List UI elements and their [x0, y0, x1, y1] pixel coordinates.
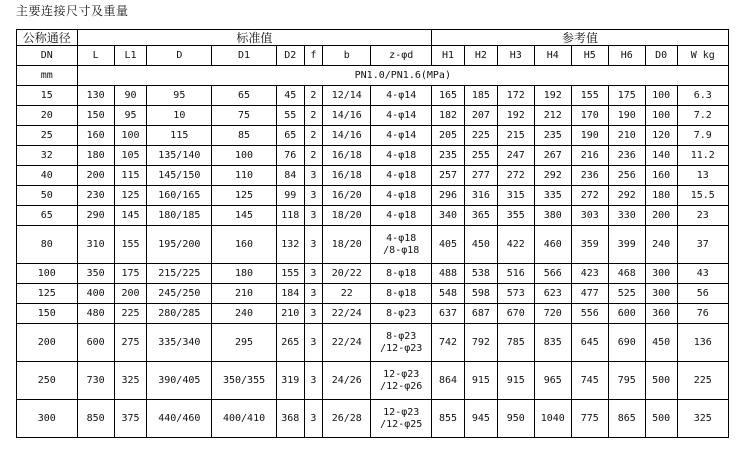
cell-z-d	[371, 226, 432, 264]
cell-z-d	[371, 304, 432, 324]
cell-d2: 319	[276, 362, 304, 400]
cell-l: 290	[77, 206, 114, 226]
cell-h4: 720	[534, 304, 571, 324]
cell-b: 18/20	[323, 226, 371, 264]
cell-h5: 272	[571, 186, 608, 206]
cell-z-d	[371, 166, 432, 186]
column-header-row	[17, 46, 729, 66]
cell-h5: 216	[571, 146, 608, 166]
table-row	[17, 126, 729, 146]
cell-d1: 145	[212, 206, 277, 226]
cell-h2: 687	[464, 304, 497, 324]
cell-z-d	[371, 186, 432, 206]
cell-b: 18/20	[323, 206, 371, 226]
cell-h5: 303	[571, 206, 608, 226]
cell-h6: 525	[608, 284, 645, 304]
cell-l: 130	[77, 86, 114, 106]
dn-unit: mm	[17, 66, 78, 86]
cell-h3: 355	[497, 206, 534, 226]
table-row	[17, 400, 729, 438]
cell-l: 850	[77, 400, 114, 438]
cell-h1: 405	[432, 226, 465, 264]
bolt-spec-line: 4-φ18	[386, 232, 417, 244]
cell-d1: 240	[212, 304, 277, 324]
cell-h3: 172	[497, 86, 534, 106]
cell-h6: 600	[608, 304, 645, 324]
bolt-spec-line: /12-φ25	[380, 418, 423, 430]
cell-h1: 855	[432, 400, 465, 438]
table-body	[17, 86, 729, 438]
cell-l1: 325	[114, 362, 147, 400]
table-header	[17, 30, 729, 86]
cell-h1: 257	[432, 166, 465, 186]
col-header-f: f	[304, 46, 322, 66]
cell-h4: 235	[534, 126, 571, 146]
cell-l1: 225	[114, 304, 147, 324]
cell-h4: 292	[534, 166, 571, 186]
cell-l: 310	[77, 226, 114, 264]
pressure-rating: PN1.0/PN1.6(MPa)	[77, 66, 728, 86]
cell-dn: 300	[17, 400, 78, 438]
cell-b: 24/26	[323, 362, 371, 400]
cell-d: 390/405	[147, 362, 212, 400]
cell-d0: 160	[645, 166, 677, 186]
cell-d0: 120	[645, 126, 677, 146]
cell-d1: 75	[212, 106, 277, 126]
cell-w: 7.2	[677, 106, 728, 126]
cell-dn: 15	[17, 86, 78, 106]
standard-group-label: 标准值	[77, 30, 431, 46]
cell-b: 16/18	[323, 146, 371, 166]
cell-l1: 105	[114, 146, 147, 166]
cell-h4: 566	[534, 264, 571, 284]
cell-d0: 450	[645, 324, 677, 362]
cell-h5: 477	[571, 284, 608, 304]
cell-h3: 573	[497, 284, 534, 304]
cell-b: 12/14	[323, 86, 371, 106]
cell-f: 3	[304, 362, 322, 400]
cell-d1: 125	[212, 186, 277, 206]
cell-d: 245/250	[147, 284, 212, 304]
dn-label: DN	[17, 46, 78, 66]
col-header-D0: D0	[645, 46, 677, 66]
cell-d0: 200	[645, 206, 677, 226]
col-header-D2: D2	[276, 46, 304, 66]
cell-d: 180/185	[147, 206, 212, 226]
cell-h3: 192	[497, 106, 534, 126]
cell-z-d	[371, 284, 432, 304]
cell-w: 76	[677, 304, 728, 324]
cell-l1: 95	[114, 106, 147, 126]
col-header-L1: L1	[114, 46, 147, 66]
col-header-D1: D1	[212, 46, 277, 66]
cell-h4: 212	[534, 106, 571, 126]
cell-l: 150	[77, 106, 114, 126]
page-title: 主要连接尺寸及重量	[16, 4, 129, 18]
cell-h5: 236	[571, 166, 608, 186]
cell-b: 20/22	[323, 264, 371, 284]
cell-l: 730	[77, 362, 114, 400]
col-header-D: D	[147, 46, 212, 66]
table-row	[17, 324, 729, 362]
cell-l1: 200	[114, 284, 147, 304]
cell-z-d	[371, 264, 432, 284]
dimension-weight-table	[16, 29, 729, 438]
cell-h5: 170	[571, 106, 608, 126]
cell-b: 16/18	[323, 166, 371, 186]
cell-h4: 380	[534, 206, 571, 226]
cell-h2: 598	[464, 284, 497, 304]
bolt-spec-line: 8-φ23	[386, 307, 417, 319]
cell-h5: 423	[571, 264, 608, 284]
cell-b: 26/28	[323, 400, 371, 438]
reference-group-label: 参考值	[432, 30, 729, 46]
table-row	[17, 106, 729, 126]
cell-h3: 785	[497, 324, 534, 362]
cell-h4: 623	[534, 284, 571, 304]
cell-f: 3	[304, 304, 322, 324]
cell-h4: 965	[534, 362, 571, 400]
bolt-spec-line: /12-φ26	[380, 380, 423, 392]
cell-h6: 865	[608, 400, 645, 438]
cell-h2: 915	[464, 362, 497, 400]
bolt-spec-line: 4-φ18	[386, 149, 417, 161]
cell-h2: 792	[464, 324, 497, 362]
cell-h2: 255	[464, 146, 497, 166]
cell-f: 3	[304, 166, 322, 186]
cell-h1: 488	[432, 264, 465, 284]
cell-h6: 795	[608, 362, 645, 400]
cell-d0: 500	[645, 400, 677, 438]
cell-d2: 45	[276, 86, 304, 106]
bolt-spec-line: 4-φ14	[386, 109, 417, 121]
cell-l: 400	[77, 284, 114, 304]
cell-b: 22/24	[323, 324, 371, 362]
cell-f: 3	[304, 284, 322, 304]
cell-d2: 368	[276, 400, 304, 438]
cell-b: 14/16	[323, 126, 371, 146]
cell-h2: 945	[464, 400, 497, 438]
cell-z-d	[371, 362, 432, 400]
cell-l1: 100	[114, 126, 147, 146]
cell-h4: 1040	[534, 400, 571, 438]
cell-h2: 207	[464, 106, 497, 126]
cell-h4: 267	[534, 146, 571, 166]
header-group-row	[17, 30, 729, 46]
table-row	[17, 264, 729, 284]
col-header-H1: H1	[432, 46, 465, 66]
cell-f: 2	[304, 126, 322, 146]
cell-d2: 76	[276, 146, 304, 166]
dn-group-label: 公称通径	[17, 30, 78, 46]
table-row	[17, 362, 729, 400]
table-row	[17, 284, 729, 304]
cell-dn: 80	[17, 226, 78, 264]
cell-h2: 538	[464, 264, 497, 284]
cell-h6: 210	[608, 126, 645, 146]
table-row	[17, 304, 729, 324]
cell-h4: 835	[534, 324, 571, 362]
cell-d: 335/340	[147, 324, 212, 362]
cell-d1: 85	[212, 126, 277, 146]
cell-l1: 145	[114, 206, 147, 226]
table-row	[17, 86, 729, 106]
cell-d: 10	[147, 106, 212, 126]
cell-z-d	[371, 146, 432, 166]
cell-h6: 175	[608, 86, 645, 106]
cell-h1: 742	[432, 324, 465, 362]
col-header-H2: H2	[464, 46, 497, 66]
cell-d: 95	[147, 86, 212, 106]
cell-d2: 155	[276, 264, 304, 284]
cell-l1: 175	[114, 264, 147, 284]
cell-d2: 132	[276, 226, 304, 264]
pressure-row	[17, 66, 729, 86]
cell-d2: 184	[276, 284, 304, 304]
cell-h1: 205	[432, 126, 465, 146]
cell-d0: 360	[645, 304, 677, 324]
cell-z-d	[371, 400, 432, 438]
cell-h2: 185	[464, 86, 497, 106]
bolt-spec-line: 4-φ14	[386, 89, 417, 101]
cell-d1: 210	[212, 284, 277, 304]
bolt-spec-line: 4-φ18	[386, 209, 417, 221]
cell-f: 3	[304, 206, 322, 226]
cell-h2: 365	[464, 206, 497, 226]
cell-b: 16/20	[323, 186, 371, 206]
cell-d2: 84	[276, 166, 304, 186]
cell-h2: 316	[464, 186, 497, 206]
cell-z-d	[371, 106, 432, 126]
cell-h1: 182	[432, 106, 465, 126]
cell-h3: 915	[497, 362, 534, 400]
cell-dn: 200	[17, 324, 78, 362]
cell-h1: 165	[432, 86, 465, 106]
cell-h5: 359	[571, 226, 608, 264]
cell-w: 56	[677, 284, 728, 304]
cell-dn: 65	[17, 206, 78, 226]
cell-d0: 140	[645, 146, 677, 166]
cell-d1: 295	[212, 324, 277, 362]
cell-h3: 272	[497, 166, 534, 186]
cell-h1: 340	[432, 206, 465, 226]
bolt-spec-line: 8-φ18	[386, 287, 417, 299]
cell-w: 15.5	[677, 186, 728, 206]
col-header-weight: W kg	[677, 46, 728, 66]
cell-h4: 192	[534, 86, 571, 106]
cell-l1: 275	[114, 324, 147, 362]
cell-d: 280/285	[147, 304, 212, 324]
cell-h2: 450	[464, 226, 497, 264]
col-header-L: L	[77, 46, 114, 66]
cell-d: 195/200	[147, 226, 212, 264]
cell-l: 160	[77, 126, 114, 146]
cell-d1: 65	[212, 86, 277, 106]
col-header-z-d: z-φd	[371, 46, 432, 66]
cell-d2: 55	[276, 106, 304, 126]
bolt-spec-line: 8-φ23	[386, 330, 417, 342]
cell-h2: 277	[464, 166, 497, 186]
cell-h5: 745	[571, 362, 608, 400]
cell-dn: 100	[17, 264, 78, 284]
cell-h3: 215	[497, 126, 534, 146]
bolt-spec-line: /12-φ23	[380, 342, 423, 354]
cell-dn: 125	[17, 284, 78, 304]
col-header-H3: H3	[497, 46, 534, 66]
cell-h6: 236	[608, 146, 645, 166]
cell-h6: 690	[608, 324, 645, 362]
cell-h1: 864	[432, 362, 465, 400]
cell-z-d	[371, 206, 432, 226]
cell-h5: 556	[571, 304, 608, 324]
cell-h4: 460	[534, 226, 571, 264]
cell-h6: 190	[608, 106, 645, 126]
cell-d: 215/225	[147, 264, 212, 284]
cell-d1: 160	[212, 226, 277, 264]
cell-d2: 118	[276, 206, 304, 226]
cell-d0: 100	[645, 106, 677, 126]
bolt-spec-line: 4-φ18	[386, 169, 417, 181]
cell-d2: 210	[276, 304, 304, 324]
cell-h6: 468	[608, 264, 645, 284]
cell-w: 23	[677, 206, 728, 226]
cell-z-d	[371, 86, 432, 106]
cell-h1: 235	[432, 146, 465, 166]
cell-dn: 250	[17, 362, 78, 400]
cell-b: 22	[323, 284, 371, 304]
table-row	[17, 226, 729, 264]
table-row	[17, 146, 729, 166]
cell-h5: 190	[571, 126, 608, 146]
cell-d0: 500	[645, 362, 677, 400]
cell-l: 350	[77, 264, 114, 284]
col-header-H5: H5	[571, 46, 608, 66]
cell-d2: 99	[276, 186, 304, 206]
cell-f: 3	[304, 264, 322, 284]
cell-w: 37	[677, 226, 728, 264]
cell-l: 200	[77, 166, 114, 186]
cell-dn: 40	[17, 166, 78, 186]
cell-d: 160/165	[147, 186, 212, 206]
cell-h3: 670	[497, 304, 534, 324]
cell-l: 480	[77, 304, 114, 324]
cell-f: 3	[304, 226, 322, 264]
cell-w: 7.9	[677, 126, 728, 146]
bolt-spec-line: /8-φ18	[383, 244, 420, 256]
cell-d0: 300	[645, 264, 677, 284]
cell-w: 325	[677, 400, 728, 438]
cell-h1: 637	[432, 304, 465, 324]
col-header-b: b	[323, 46, 371, 66]
cell-dn: 25	[17, 126, 78, 146]
cell-h3: 950	[497, 400, 534, 438]
cell-f: 2	[304, 86, 322, 106]
cell-h6: 256	[608, 166, 645, 186]
cell-w: 6.3	[677, 86, 728, 106]
table-row	[17, 186, 729, 206]
cell-d0: 300	[645, 284, 677, 304]
cell-l1: 90	[114, 86, 147, 106]
cell-z-d	[371, 126, 432, 146]
cell-l: 600	[77, 324, 114, 362]
cell-dn: 50	[17, 186, 78, 206]
cell-b: 14/16	[323, 106, 371, 126]
cell-d1: 100	[212, 146, 277, 166]
cell-d0: 180	[645, 186, 677, 206]
cell-h1: 548	[432, 284, 465, 304]
cell-f: 2	[304, 146, 322, 166]
cell-h3: 315	[497, 186, 534, 206]
cell-d: 440/460	[147, 400, 212, 438]
cell-h5: 645	[571, 324, 608, 362]
table-row	[17, 166, 729, 186]
cell-d1: 350/355	[212, 362, 277, 400]
cell-w: 136	[677, 324, 728, 362]
cell-dn: 20	[17, 106, 78, 126]
cell-l1: 375	[114, 400, 147, 438]
cell-z-d	[371, 324, 432, 362]
cell-l1: 125	[114, 186, 147, 206]
bolt-spec-line: 12-φ23	[383, 368, 420, 380]
cell-b: 22/24	[323, 304, 371, 324]
cell-d0: 100	[645, 86, 677, 106]
cell-h6: 330	[608, 206, 645, 226]
cell-h5: 155	[571, 86, 608, 106]
bolt-spec-line: 12-φ23	[383, 406, 420, 418]
cell-w: 13	[677, 166, 728, 186]
cell-d: 145/150	[147, 166, 212, 186]
cell-l: 180	[77, 146, 114, 166]
col-header-H6: H6	[608, 46, 645, 66]
cell-h3: 422	[497, 226, 534, 264]
cell-w: 225	[677, 362, 728, 400]
cell-h3: 247	[497, 146, 534, 166]
cell-h4: 335	[534, 186, 571, 206]
col-header-H4: H4	[534, 46, 571, 66]
bolt-spec-line: 4-φ18	[386, 189, 417, 201]
cell-w: 43	[677, 264, 728, 284]
bolt-spec-line: 8-φ18	[386, 267, 417, 279]
cell-h5: 775	[571, 400, 608, 438]
table-row	[17, 206, 729, 226]
cell-h1: 296	[432, 186, 465, 206]
cell-h2: 225	[464, 126, 497, 146]
cell-f: 3	[304, 324, 322, 362]
cell-h6: 292	[608, 186, 645, 206]
cell-dn: 32	[17, 146, 78, 166]
cell-l1: 115	[114, 166, 147, 186]
cell-l: 230	[77, 186, 114, 206]
cell-l1: 155	[114, 226, 147, 264]
cell-h6: 399	[608, 226, 645, 264]
cell-d0: 240	[645, 226, 677, 264]
cell-d: 135/140	[147, 146, 212, 166]
cell-w: 11.2	[677, 146, 728, 166]
cell-h3: 516	[497, 264, 534, 284]
cell-f: 3	[304, 186, 322, 206]
cell-d2: 65	[276, 126, 304, 146]
cell-d1: 400/410	[212, 400, 277, 438]
cell-f: 3	[304, 400, 322, 438]
cell-f: 2	[304, 106, 322, 126]
bolt-spec-line: 4-φ14	[386, 129, 417, 141]
cell-d1: 180	[212, 264, 277, 284]
cell-dn: 150	[17, 304, 78, 324]
cell-d2: 265	[276, 324, 304, 362]
cell-d: 115	[147, 126, 212, 146]
cell-d1: 110	[212, 166, 277, 186]
